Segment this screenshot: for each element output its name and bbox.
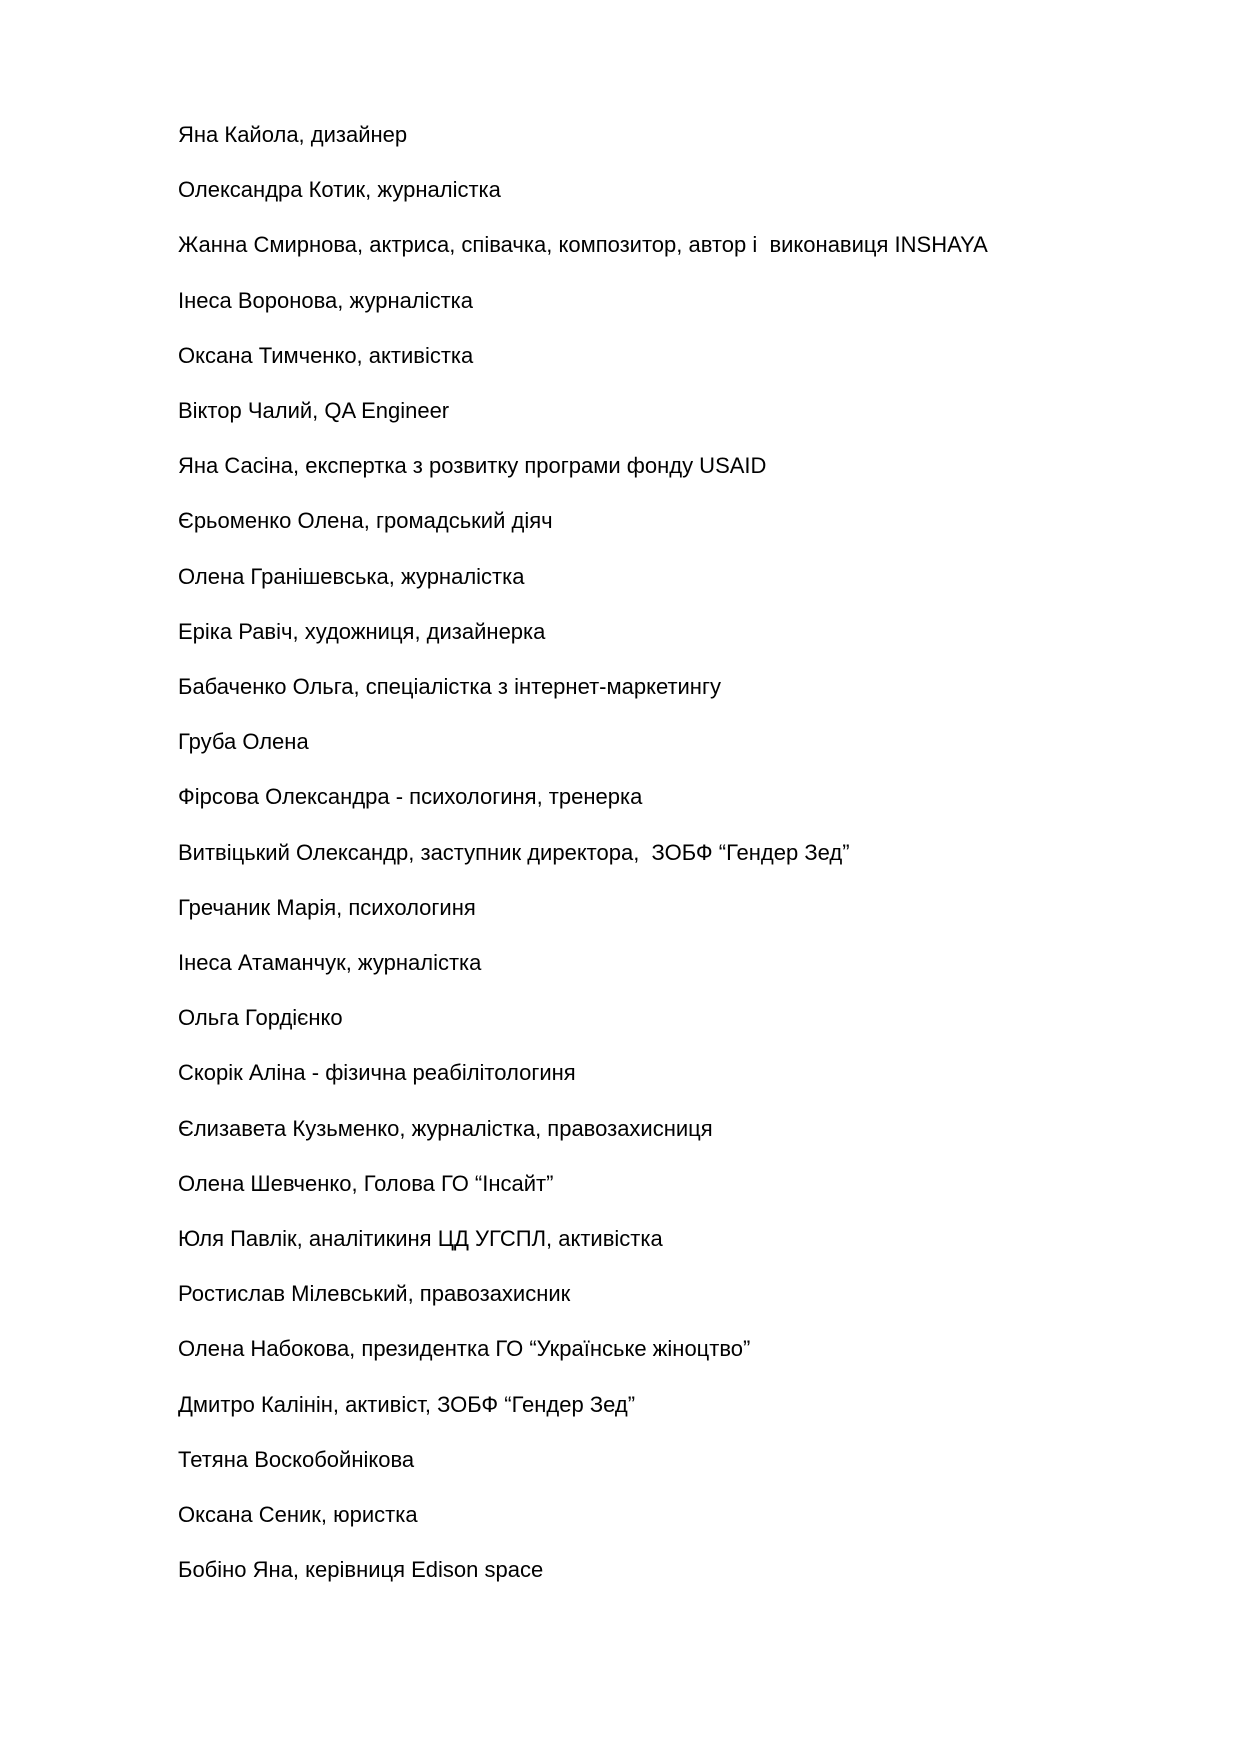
list-item: Витвіцький Олександр, заступник директора, ЗОБФ “Гендер Зед” [178, 839, 850, 865]
list-item: Гречаник Марія, психологиня [178, 894, 476, 920]
list-item: Віктор Чалий, QA Engineer [178, 398, 450, 424]
list-item: Єрьоменко Олена, громадський діяч [178, 508, 553, 534]
list-item: Фірсова Олександра - психологиня, тренерка [178, 784, 643, 810]
list-item: Бабаченко Ольга, спеціалістка з інтернет-маркетингу [178, 674, 721, 700]
list-item: Олена Гранішевська, журналістка [178, 563, 525, 589]
list-item: Оксана Сеник, юристка [178, 1502, 418, 1528]
list-item: Яна Кайола, дизайнер [178, 122, 408, 147]
list-item: Олена Набокова, президентка ГО “Українське жіноцтво” [178, 1336, 751, 1362]
list-item: Олена Шевченко, Голова ГО “Інсайт” [178, 1170, 554, 1196]
list-item: Оксана Тимченко, активістка [178, 342, 474, 368]
list-item: Дмитро Калінін, активіст, ЗОБФ “Гендер Зед” [178, 1391, 636, 1417]
list-item: Ростислав Мілевський, правозахисник [178, 1281, 571, 1307]
list-item: Бобіно Яна, керівниця Edison space [178, 1557, 544, 1583]
list-item: Інеса Воронова, журналістка [178, 287, 473, 313]
list-item: Скорік Аліна - фізична реабілітологиня [178, 1060, 576, 1086]
list-item: Єлизавета Кузьменко, журналістка, правозахисниця [178, 1115, 713, 1141]
list-item: Жанна Смирнова, актриса, співачка, композитор, автор і виконавиця INSHAYA [178, 232, 988, 258]
list-item: Груба Олена [178, 729, 309, 755]
list-item: Ольга Гордієнко [178, 1005, 343, 1031]
list-item: Тетяна Воскобойнікова [178, 1446, 415, 1472]
list-item: Яна Сасіна, експертка з розвитку програми фонду USAID [178, 453, 767, 479]
list-item: Олександра Котик, журналістка [178, 177, 501, 203]
list-item: Інеса Атаманчук, журналістка [178, 950, 482, 976]
list-item: Еріка Равіч, художниця, дизайнерка [178, 618, 546, 644]
list-item: Юля Павлік, аналітикиня ЦД УГСПЛ, активістка [178, 1226, 663, 1252]
signatory-list [178, 107, 988, 1597]
